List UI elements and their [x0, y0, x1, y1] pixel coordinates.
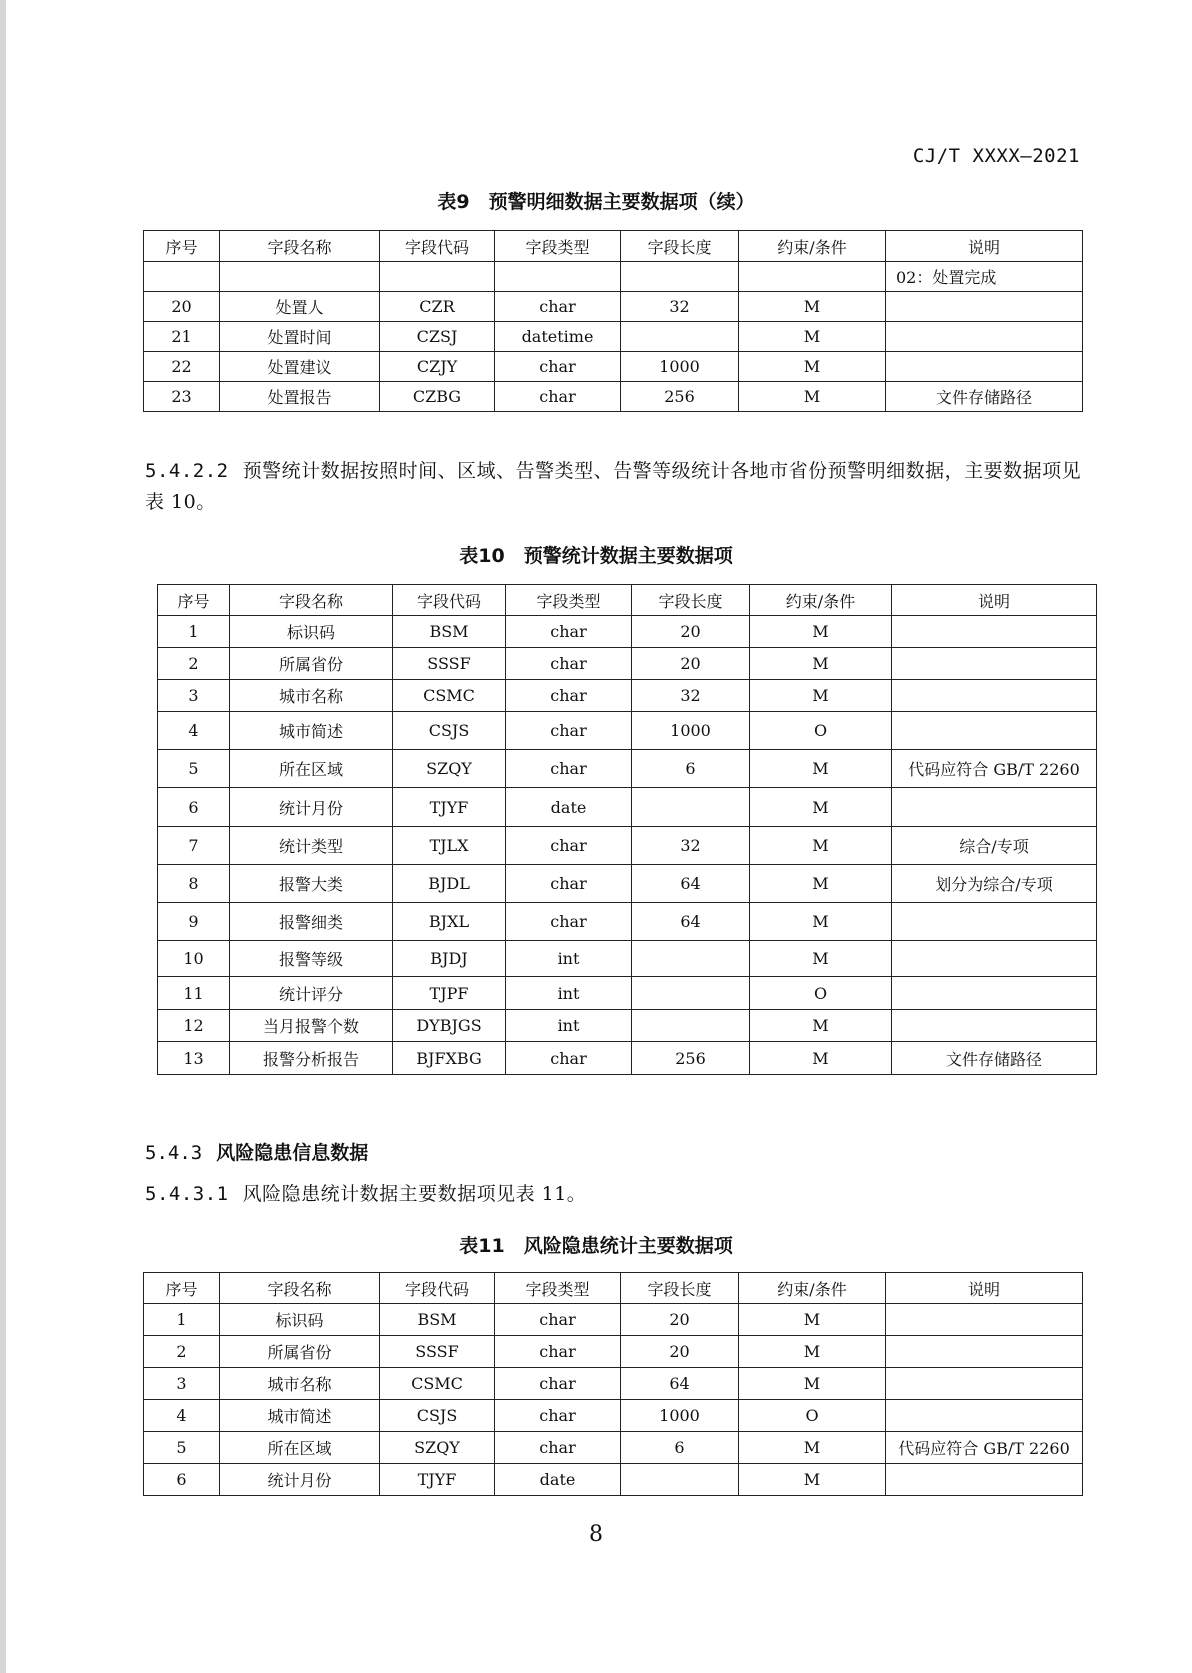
- table9-title: 表9 预警明细数据主要数据项（续）: [437, 191, 755, 213]
- table-cell: [220, 262, 380, 292]
- table-cell: CSMC: [380, 1368, 495, 1400]
- table-cell: M: [739, 1464, 886, 1496]
- table-cell: TJLX: [393, 827, 506, 865]
- column-header: 字段类型: [506, 585, 632, 616]
- table-cell: 64: [621, 1368, 739, 1400]
- table-cell: [886, 1336, 1083, 1368]
- table-cell: BJDL: [393, 865, 506, 903]
- table-cell: 7: [158, 827, 230, 865]
- table-cell: char: [506, 616, 632, 648]
- column-header: 序号: [158, 585, 230, 616]
- table-cell: 当月报警个数: [230, 1010, 393, 1042]
- table-row: [144, 1368, 1083, 1400]
- column-header: 序号: [144, 1273, 220, 1304]
- table-cell: CZR: [380, 292, 495, 322]
- table-cell: M: [750, 865, 892, 903]
- table-cell: M: [739, 352, 886, 382]
- table-cell: 21: [144, 322, 220, 352]
- table-cell: 20: [632, 648, 750, 680]
- table-header-row: [158, 585, 1097, 616]
- table-cell: CSMC: [393, 680, 506, 712]
- table-cell: 6: [158, 788, 230, 827]
- table-cell: char: [506, 712, 632, 750]
- column-header: 字段类型: [495, 231, 621, 262]
- table-row: [158, 1042, 1097, 1075]
- table-cell: 统计评分: [230, 977, 393, 1010]
- table-cell: [886, 322, 1083, 352]
- table-cell: int: [506, 1010, 632, 1042]
- table-cell: [892, 941, 1097, 977]
- table-row: [158, 788, 1097, 827]
- table-cell: CSJS: [380, 1400, 495, 1432]
- table-cell: M: [739, 292, 886, 322]
- table-cell: M: [739, 1336, 886, 1368]
- table-cell: char: [495, 292, 621, 322]
- table-row: [144, 322, 1083, 352]
- table-cell: [892, 648, 1097, 680]
- table-cell: 城市简述: [220, 1400, 380, 1432]
- table-cell: datetime: [495, 322, 621, 352]
- table-cell: [621, 322, 739, 352]
- document-code: CJ/T XXXX—2021: [912, 145, 1080, 167]
- table-cell: 4: [158, 712, 230, 750]
- column-header: 约束/条件: [739, 231, 886, 262]
- table-cell: char: [495, 1304, 621, 1336]
- table-cell: 20: [621, 1336, 739, 1368]
- table-cell: 标识码: [220, 1304, 380, 1336]
- column-header: 字段名称: [220, 1273, 380, 1304]
- table-cell: M: [750, 903, 892, 941]
- table-cell: date: [506, 788, 632, 827]
- table-row: [158, 1010, 1097, 1042]
- table-cell: 处置时间: [220, 322, 380, 352]
- table-row: [158, 903, 1097, 941]
- table-cell: char: [506, 903, 632, 941]
- table-cell: O: [750, 712, 892, 750]
- table-cell: 统计类型: [230, 827, 393, 865]
- table-cell: date: [495, 1464, 621, 1496]
- table-row: [158, 827, 1097, 865]
- table-cell: 5: [144, 1432, 220, 1464]
- column-header: 字段代码: [380, 231, 495, 262]
- table-cell: BJFXBG: [393, 1042, 506, 1075]
- table-cell: 城市名称: [220, 1368, 380, 1400]
- table-cell: SSSF: [393, 648, 506, 680]
- table9: [143, 230, 1083, 412]
- table-cell: 20: [144, 292, 220, 322]
- page-left-edge: [0, 0, 6, 1673]
- table-cell: BSM: [380, 1304, 495, 1336]
- table-cell: char: [506, 648, 632, 680]
- column-header: 字段代码: [380, 1273, 495, 1304]
- table-cell: M: [750, 788, 892, 827]
- table-cell: 32: [632, 680, 750, 712]
- table-cell: M: [739, 382, 886, 412]
- table-cell: [886, 352, 1083, 382]
- table-cell: [632, 977, 750, 1010]
- table-cell: 报警大类: [230, 865, 393, 903]
- table-cell: 统计月份: [230, 788, 393, 827]
- table-cell: 报警等级: [230, 941, 393, 977]
- table-cell: char: [495, 1368, 621, 1400]
- table-header-row: [144, 1273, 1083, 1304]
- table-cell: 文件存储路径: [886, 382, 1083, 412]
- column-header: 字段长度: [632, 585, 750, 616]
- table-cell: 所在区域: [230, 750, 393, 788]
- table-cell: 所在区域: [220, 1432, 380, 1464]
- table-cell: [144, 262, 220, 292]
- table-cell: M: [750, 750, 892, 788]
- table-cell: M: [750, 616, 892, 648]
- table-cell: M: [750, 1010, 892, 1042]
- table-cell: 256: [621, 382, 739, 412]
- paragraph-5-4-2-2: [145, 456, 1090, 518]
- table-cell: SZQY: [393, 750, 506, 788]
- table-cell: 64: [632, 903, 750, 941]
- table-cell: O: [750, 977, 892, 1010]
- column-header: 字段长度: [621, 1273, 739, 1304]
- table-cell: TJYF: [393, 788, 506, 827]
- table-cell: CZJY: [380, 352, 495, 382]
- table-cell: [632, 941, 750, 977]
- table-cell: BJXL: [393, 903, 506, 941]
- table-row: [158, 941, 1097, 977]
- column-header: 约束/条件: [739, 1273, 886, 1304]
- table-cell: 标识码: [230, 616, 393, 648]
- table-cell: 处置报告: [220, 382, 380, 412]
- table-header-row: [144, 231, 1083, 262]
- table-cell: [892, 712, 1097, 750]
- table-cell: [892, 616, 1097, 648]
- table-row: [158, 712, 1097, 750]
- table-cell: CZBG: [380, 382, 495, 412]
- table-cell: 6: [621, 1432, 739, 1464]
- table-cell: M: [739, 1304, 886, 1336]
- column-header: 约束/条件: [750, 585, 892, 616]
- table-cell: 代码应符合 GB/T 2260: [892, 750, 1097, 788]
- table-cell: O: [739, 1400, 886, 1432]
- table-cell: [621, 262, 739, 292]
- column-header: 序号: [144, 231, 220, 262]
- table-cell: M: [750, 680, 892, 712]
- table-cell: char: [495, 1432, 621, 1464]
- column-header: 字段名称: [230, 585, 393, 616]
- table-cell: 13: [158, 1042, 230, 1075]
- table-cell: [886, 1304, 1083, 1336]
- table-row: [144, 352, 1083, 382]
- table-cell: char: [495, 1336, 621, 1368]
- table-cell: 64: [632, 865, 750, 903]
- table-cell: 32: [621, 292, 739, 322]
- table-row: [144, 292, 1083, 322]
- table-cell: [621, 1464, 739, 1496]
- table-cell: M: [750, 1042, 892, 1075]
- table-cell: 9: [158, 903, 230, 941]
- table-cell: SSSF: [380, 1336, 495, 1368]
- table-cell: 4: [144, 1400, 220, 1432]
- table-cell: 11: [158, 977, 230, 1010]
- table-cell: 划分为综合/专项: [892, 865, 1097, 903]
- table-cell: char: [495, 1400, 621, 1432]
- table-row: [144, 1432, 1083, 1464]
- table-cell: 20: [632, 616, 750, 648]
- table-cell: [892, 903, 1097, 941]
- table-cell: 20: [621, 1304, 739, 1336]
- table-cell: 1000: [632, 712, 750, 750]
- table-cell: 1: [158, 616, 230, 648]
- table-cell: 3: [144, 1368, 220, 1400]
- table-cell: 综合/专项: [892, 827, 1097, 865]
- table-cell: [886, 1464, 1083, 1496]
- table-cell: int: [506, 941, 632, 977]
- table-cell: 2: [144, 1336, 220, 1368]
- table-cell: 文件存储路径: [892, 1042, 1097, 1075]
- table-cell: 8: [158, 865, 230, 903]
- table-row: [158, 616, 1097, 648]
- column-header: 字段长度: [621, 231, 739, 262]
- table-row: [144, 262, 1083, 292]
- table-cell: 城市简述: [230, 712, 393, 750]
- table-row: [158, 865, 1097, 903]
- table-cell: char: [506, 750, 632, 788]
- column-header: 说明: [892, 585, 1097, 616]
- table-cell: TJPF: [393, 977, 506, 1010]
- table-cell: 22: [144, 352, 220, 382]
- paragraph-number: 5.4.2.2: [145, 460, 229, 482]
- table-cell: 32: [632, 827, 750, 865]
- section-5-4-3-heading: [145, 1138, 368, 1165]
- column-header: 字段代码: [393, 585, 506, 616]
- table-cell: SZQY: [380, 1432, 495, 1464]
- table-cell: M: [750, 941, 892, 977]
- table-cell: char: [506, 680, 632, 712]
- table-row: [144, 1400, 1083, 1432]
- table-cell: 1: [144, 1304, 220, 1336]
- table-cell: [886, 292, 1083, 322]
- column-header: 字段名称: [220, 231, 380, 262]
- table-row: [158, 750, 1097, 788]
- table-cell: 6: [144, 1464, 220, 1496]
- table-cell: M: [750, 648, 892, 680]
- table-row: [144, 1336, 1083, 1368]
- column-header: 字段类型: [495, 1273, 621, 1304]
- table-cell: char: [506, 865, 632, 903]
- table11: [143, 1272, 1083, 1496]
- section-title: 风险隐患信息数据: [216, 1142, 369, 1164]
- table-row: [158, 680, 1097, 712]
- table-cell: 5: [158, 750, 230, 788]
- column-header: 说明: [886, 1273, 1083, 1304]
- table-cell: [632, 1010, 750, 1042]
- table-row: [158, 977, 1097, 1010]
- table-cell: 代码应符合 GB/T 2260: [886, 1432, 1083, 1464]
- table11-title: 表11 风险隐患统计主要数据项: [459, 1235, 733, 1257]
- table-cell: [886, 1368, 1083, 1400]
- table-cell: [632, 788, 750, 827]
- table-row: [144, 382, 1083, 412]
- table-cell: [380, 262, 495, 292]
- table-cell: [892, 680, 1097, 712]
- table-cell: [886, 1400, 1083, 1432]
- table-cell: [892, 788, 1097, 827]
- paragraph-number: 5.4.3.1: [145, 1183, 229, 1205]
- table-cell: 报警分析报告: [230, 1042, 393, 1075]
- table-cell: M: [739, 1368, 886, 1400]
- column-header: 说明: [886, 231, 1083, 262]
- table-cell: 2: [158, 648, 230, 680]
- table-cell: M: [739, 1432, 886, 1464]
- table-cell: 所属省份: [230, 648, 393, 680]
- table-cell: 6: [632, 750, 750, 788]
- table-cell: BJDJ: [393, 941, 506, 977]
- paragraph-5-4-3-1: [145, 1179, 1090, 1210]
- table-cell: char: [495, 352, 621, 382]
- table-row: [144, 1304, 1083, 1336]
- table-cell: 报警细类: [230, 903, 393, 941]
- page-number: 8: [589, 1522, 603, 1547]
- table-cell: 处置人: [220, 292, 380, 322]
- table10-title: 表10 预警统计数据主要数据项: [459, 545, 733, 567]
- table-cell: BSM: [393, 616, 506, 648]
- table-cell: [739, 262, 886, 292]
- table10: [157, 584, 1097, 1075]
- section-number: 5.4.3: [145, 1142, 203, 1164]
- table-cell: CZSJ: [380, 322, 495, 352]
- table-cell: 02：处置完成: [886, 262, 1083, 292]
- table-cell: TJYF: [380, 1464, 495, 1496]
- paragraph-text: 预警统计数据按照时间、区域、告警类型、告警等级统计各地市省份预警明细数据，主要数据项见表 10。: [145, 460, 1082, 513]
- table-cell: [495, 262, 621, 292]
- table-cell: M: [739, 322, 886, 352]
- table-cell: CSJS: [393, 712, 506, 750]
- table-cell: M: [750, 827, 892, 865]
- table-cell: char: [506, 827, 632, 865]
- table-cell: 12: [158, 1010, 230, 1042]
- table-cell: 1000: [621, 352, 739, 382]
- table-cell: DYBJGS: [393, 1010, 506, 1042]
- table-cell: 城市名称: [230, 680, 393, 712]
- table-cell: char: [495, 382, 621, 412]
- table-cell: 256: [632, 1042, 750, 1075]
- table-cell: char: [506, 1042, 632, 1075]
- table-cell: 1000: [621, 1400, 739, 1432]
- table-cell: 10: [158, 941, 230, 977]
- table-cell: 处置建议: [220, 352, 380, 382]
- table-row: [158, 648, 1097, 680]
- table-cell: int: [506, 977, 632, 1010]
- table-cell: 统计月份: [220, 1464, 380, 1496]
- table-row: [144, 1464, 1083, 1496]
- paragraph-text: 风险隐患统计数据主要数据项见表 11。: [242, 1183, 587, 1205]
- table-cell: [892, 977, 1097, 1010]
- table-cell: [892, 1010, 1097, 1042]
- table-cell: 23: [144, 382, 220, 412]
- table-cell: 所属省份: [220, 1336, 380, 1368]
- table-cell: 3: [158, 680, 230, 712]
